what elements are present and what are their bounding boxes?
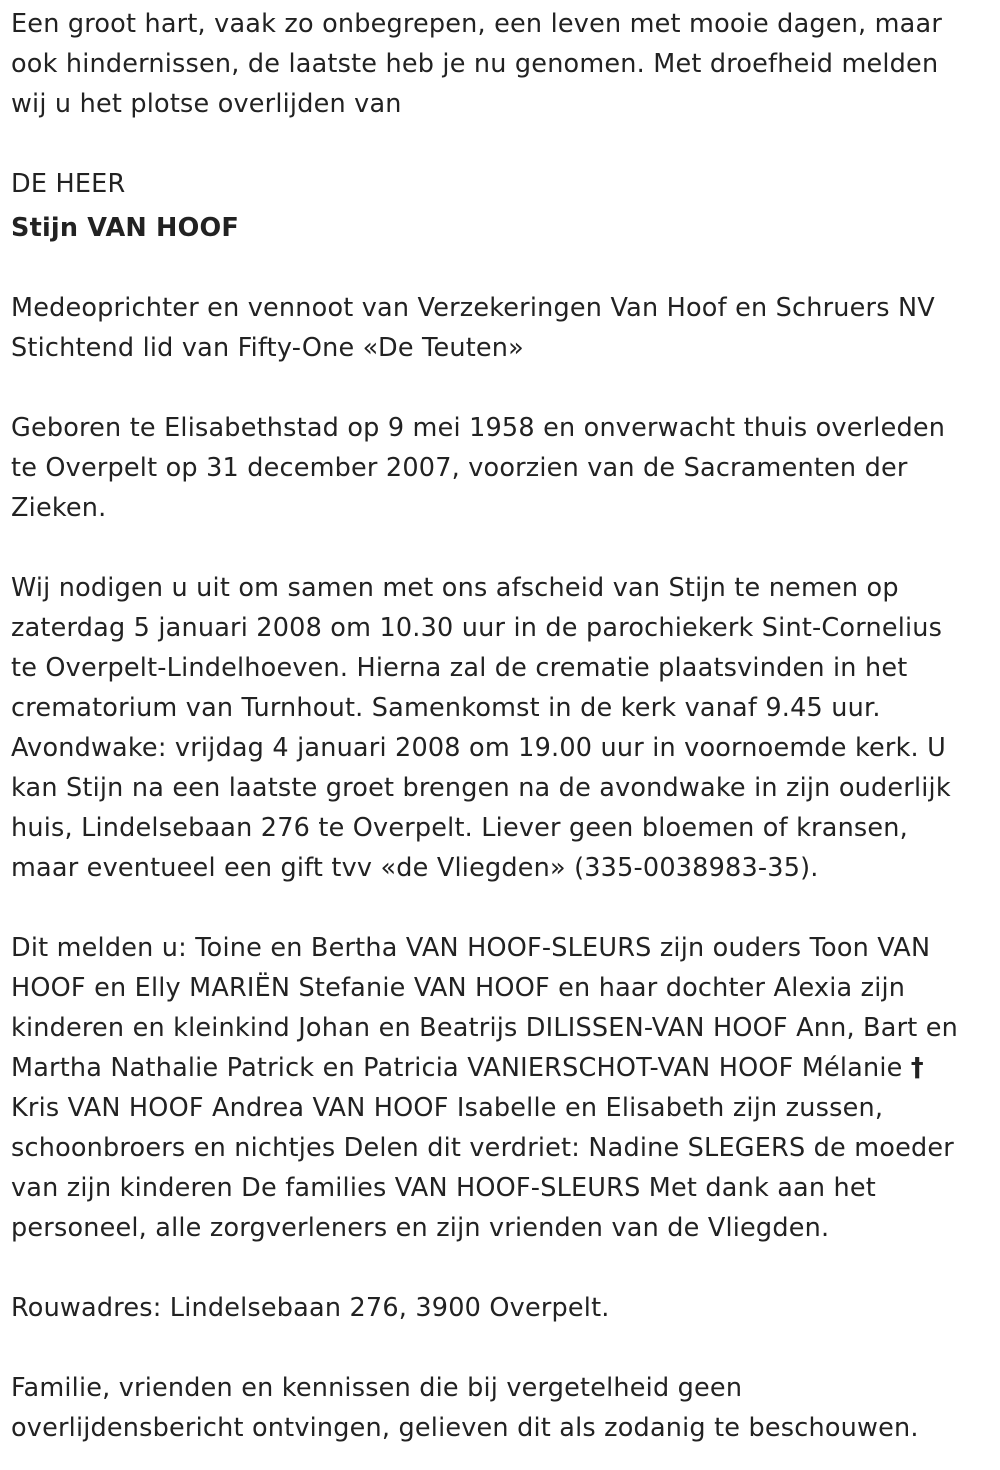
family-line: HOOF en Elly MARIËN Stefanie VAN HOOF en haar dochter Alexia zijn bbox=[11, 973, 906, 1003]
ceremony-line: te Overpelt-Lindelhoeven. Hierna zal de crematie plaatsvinden in het bbox=[11, 653, 908, 683]
roles-paragraph bbox=[11, 288, 990, 368]
role-line: Medeoprichter en vennoot van Verzekeringen Van Hoof en Schruers NV bbox=[11, 293, 935, 323]
intro-paragraph bbox=[11, 4, 990, 124]
obituary-notice bbox=[11, 4, 990, 1448]
family-paragraph bbox=[11, 928, 990, 1248]
deceased-name: Stijn VAN HOOF bbox=[11, 213, 239, 243]
family-line: personeel, alle zorgverleners en zijn vrienden van de Vliegden. bbox=[11, 1213, 830, 1243]
family-line-text: Martha Nathalie Patrick en Patricia VANIERSCHOT-VAN HOOF Mélanie bbox=[11, 1053, 903, 1083]
honorific-title: DE HEER bbox=[11, 169, 126, 199]
birth-line: Zieken. bbox=[11, 493, 107, 523]
intro-line: ook hindernissen, de laatste heb je nu genomen. Met droefheid melden bbox=[11, 49, 939, 79]
closing-line: overlijdensbericht ontvingen, gelieven dit als zodanig te beschouwen. bbox=[11, 1413, 919, 1443]
ceremony-line: Wij nodigen u uit om samen met ons afscheid van Stijn te nemen op bbox=[11, 573, 899, 603]
ceremony-line: crematorium van Turnhout. Samenkomst in de kerk vanaf 9.45 uur. bbox=[11, 693, 881, 723]
ceremony-line: kan Stijn na een laatste groet brengen na de avondwake in zijn ouderlijk bbox=[11, 773, 951, 803]
family-line-with-cross bbox=[11, 1048, 990, 1088]
family-line: schoonbroers en nichtjes Delen dit verdriet: Nadine SLEGERS de moeder bbox=[11, 1133, 954, 1163]
ceremony-line: huis, Lindelsebaan 276 te Overpelt. Liever geen bloemen of kransen, bbox=[11, 813, 908, 843]
closing-paragraph bbox=[11, 1368, 990, 1448]
family-line: Dit melden u: Toine en Bertha VAN HOOF-SLEURS zijn ouders Toon VAN bbox=[11, 933, 931, 963]
closing-line: Familie, vrienden en kennissen die bij vergetelheid geen bbox=[11, 1373, 743, 1403]
cross-icon: † bbox=[910, 1053, 924, 1083]
family-line: Kris VAN HOOF Andrea VAN HOOF Isabelle en Elisabeth zijn zussen, bbox=[11, 1093, 884, 1123]
ceremony-paragraph bbox=[11, 568, 990, 888]
family-line: kinderen en kleinkind Johan en Beatrijs DILISSEN-VAN HOOF Ann, Bart en bbox=[11, 1013, 959, 1043]
birth-line: te Overpelt op 31 december 2007, voorzien van de Sacramenten der bbox=[11, 453, 908, 483]
mourning-address: Rouwadres: Lindelsebaan 276, 3900 Overpelt. bbox=[11, 1293, 610, 1323]
ceremony-line: maar eventueel een gift tvv «de Vliegden» (335-0038983-35). bbox=[11, 853, 819, 883]
ceremony-line: zaterdag 5 januari 2008 om 10.30 uur in de parochiekerk Sint-Cornelius bbox=[11, 613, 943, 643]
ceremony-line: Avondwake: vrijdag 4 januari 2008 om 19.00 uur in voornoemde kerk. U bbox=[11, 733, 947, 763]
intro-line: wij u het plotse overlijden van bbox=[11, 89, 402, 119]
family-line: van zijn kinderen De families VAN HOOF-SLEURS Met dank aan het bbox=[11, 1173, 876, 1203]
birth-line: Geboren te Elisabethstad op 9 mei 1958 en onverwacht thuis overleden bbox=[11, 413, 946, 443]
intro-line: Een groot hart, vaak zo onbegrepen, een leven met mooie dagen, maar bbox=[11, 9, 943, 39]
birth-paragraph bbox=[11, 408, 990, 528]
role-line: Stichtend lid van Fifty-One «De Teuten» bbox=[11, 333, 524, 363]
